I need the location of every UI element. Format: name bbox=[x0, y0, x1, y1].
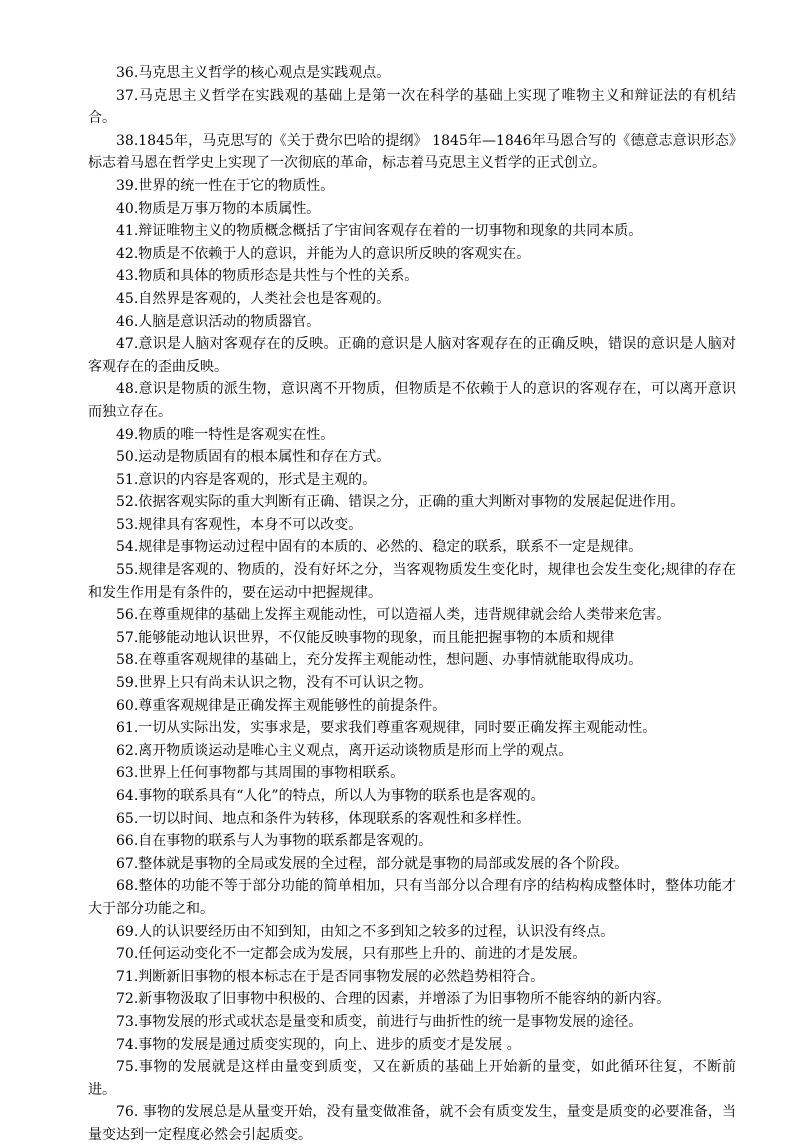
paragraph-66: 66.自在事物的联系与人为事物的联系都是客观的。 bbox=[116, 833, 433, 850]
paragraph-46: 46.人脑是意识活动的物质器官。 bbox=[116, 313, 321, 330]
paragraph-52: 52.依据客观实际的重大判断有正确、错误之分，正确的重大判断对事物的发展起促进作用。 bbox=[116, 494, 685, 511]
paragraph-68: 68.整体的功能不等于部分功能的简单相加，只有当部分以合理有序的结构构成整体时，整体功能才大于部分功能之和。 bbox=[88, 878, 736, 917]
paragraph-74: 74.事物的发展是通过质变实现的，向上、进步的质变才是发展 。 bbox=[116, 1036, 521, 1053]
paragraph-73: 73.事物发展的形式或状态是量变和质变，前进行与曲折性的统一是事物发展的途径。 bbox=[116, 1013, 643, 1030]
paragraph-61: 61.一切从实际出发，实事求是，要求我们尊重客观规律，同时要正确发挥主观能动性。 bbox=[116, 720, 657, 737]
paragraph-47: 47.意识是人脑对客观存在的反映。正确的意识是人脑对客观存在的正确反映，错误的意识是人脑对客观存在的歪曲反映。 bbox=[88, 336, 736, 375]
paragraph-60: 60.尊重客观规律是正确发挥主观能够性的前提条件。 bbox=[116, 697, 447, 714]
paragraph-63: 63.世界上任何事物都与其周围的事物相联系。 bbox=[116, 765, 405, 782]
paragraph-69: 69.人的认识要经历由不知到知，由知之不多到知之较多的过程，认识没有终点。 bbox=[116, 923, 615, 940]
paragraph-71: 71.判断新旧事物的根本标志在于是否同事物发展的必然趋势相符合。 bbox=[116, 968, 545, 985]
document-body bbox=[88, 62, 736, 1147]
paragraph-38: 38.1845年，马克思写的《关于费尔巴哈的提纲》 1845年—1846年马恩合写的《德意志意识形态》标志着马恩在哲学史上实现了一次彻底的革命，标志着马克思主义哲学的正式创立。 bbox=[88, 132, 736, 172]
paragraph-59: 59.世界上只有尚未认识之物，没有不可认识之物。 bbox=[116, 675, 433, 692]
paragraph-51: 51.意识的内容是客观的，形式是主观的。 bbox=[116, 471, 377, 488]
paragraph-54: 54.规律是事物运动过程中固有的本质的、必然的、稳定的联系，联系不一定是规律。 bbox=[116, 539, 643, 556]
paragraph-43: 43.物质和具体的物质形态是共性与个性的关系。 bbox=[116, 268, 419, 285]
paragraph-50: 50.运动是物质固有的根本属性和存在方式。 bbox=[116, 449, 391, 466]
paragraph-65: 65.一切以时间、地点和条件为转移，体现联系的客观性和多样性。 bbox=[116, 810, 531, 827]
paragraph-48: 48.意识是物质的派生物，意识离不开物质，但物质是不依赖于人的意识的客观存在，可以离开意识而独立存在。 bbox=[88, 381, 736, 420]
paragraph-36: 36.马克思主义哲学的核心观点是实践观点。 bbox=[116, 65, 391, 81]
paragraph-75: 75.事物的发展就是这样由量变到质变，又在新质的基础上开始新的量变，如此循环往复，不断前进。 bbox=[88, 1059, 736, 1098]
paragraph-62: 62.离开物质谈运动是唯心主义观点，离开运动谈物质是形而上学的观点。 bbox=[116, 742, 573, 759]
paragraph-70: 70.任何运动变化不一定都会成为发展，只有那些上升的、前进的才是发展。 bbox=[116, 946, 587, 963]
paragraph-55: 55.规律是客观的、物质的，没有好坏之分，当客观物质发生变化时，规律也会发生变化;规律的存在和发生作用是有条件的，要在运动中把握规律。 bbox=[88, 562, 736, 601]
paragraph-45: 45.自然界是客观的，人类社会也是客观的。 bbox=[116, 290, 391, 307]
paragraph-40: 40.物质是万事万物的本质属性。 bbox=[116, 200, 321, 217]
paragraph-39: 39.世界的统一性在于它的物质性。 bbox=[116, 177, 335, 194]
paragraph-49: 49.物质的唯一特性是客观实在性。 bbox=[116, 426, 335, 443]
paragraph-53: 53.规律具有客观性，本身不可以改变。 bbox=[116, 516, 363, 533]
paragraph-58: 58.在尊重客观规律的基础上，充分发挥主观能动性，想问题、办事情就能取得成功。 bbox=[116, 652, 643, 669]
paragraph-37: 37.马克思主义哲学在实践观的基础上是第一次在科学的基础上实现了唯物主义和辩证法的有机结合。 bbox=[88, 87, 736, 127]
paragraph-41: 41.辩证唯物主义的物质概念概括了宇宙间客观存在着的一切事物和现象的共同本质。 bbox=[116, 223, 643, 240]
paragraph-67: 67.整体就是事物的全局或发展的全过程，部分就是事物的局部或发展的各个阶段。 bbox=[116, 855, 629, 872]
paragraph-42: 42.物质是不依赖于人的意识，并能为人的意识所反映的客观实在。 bbox=[116, 245, 531, 262]
paragraph-57: 57.能够能动地认识世界，不仅能反映事物的现象，而且能把握事物的本质和规律 bbox=[116, 629, 615, 646]
paragraph-76: 76. 事物的发展总是从量变开始，没有量变做准备，就不会有质变发生，量变是质变的必要准备，当量变达到一定程度必然会引起质变。 bbox=[88, 1104, 736, 1143]
paragraph-72: 72.新事物汲取了旧事物中积极的、合理的因素，并增添了为旧事物所不能容纳的新内容。 bbox=[116, 991, 671, 1008]
paragraph-64: 64.事物的联系具有“人化”的特点，所以人为事物的联系也是客观的。 bbox=[116, 788, 545, 804]
paragraph-56: 56.在尊重规律的基础上发挥主观能动性，可以造福人类，违背规律就会给人类带来危害。 bbox=[116, 607, 671, 624]
